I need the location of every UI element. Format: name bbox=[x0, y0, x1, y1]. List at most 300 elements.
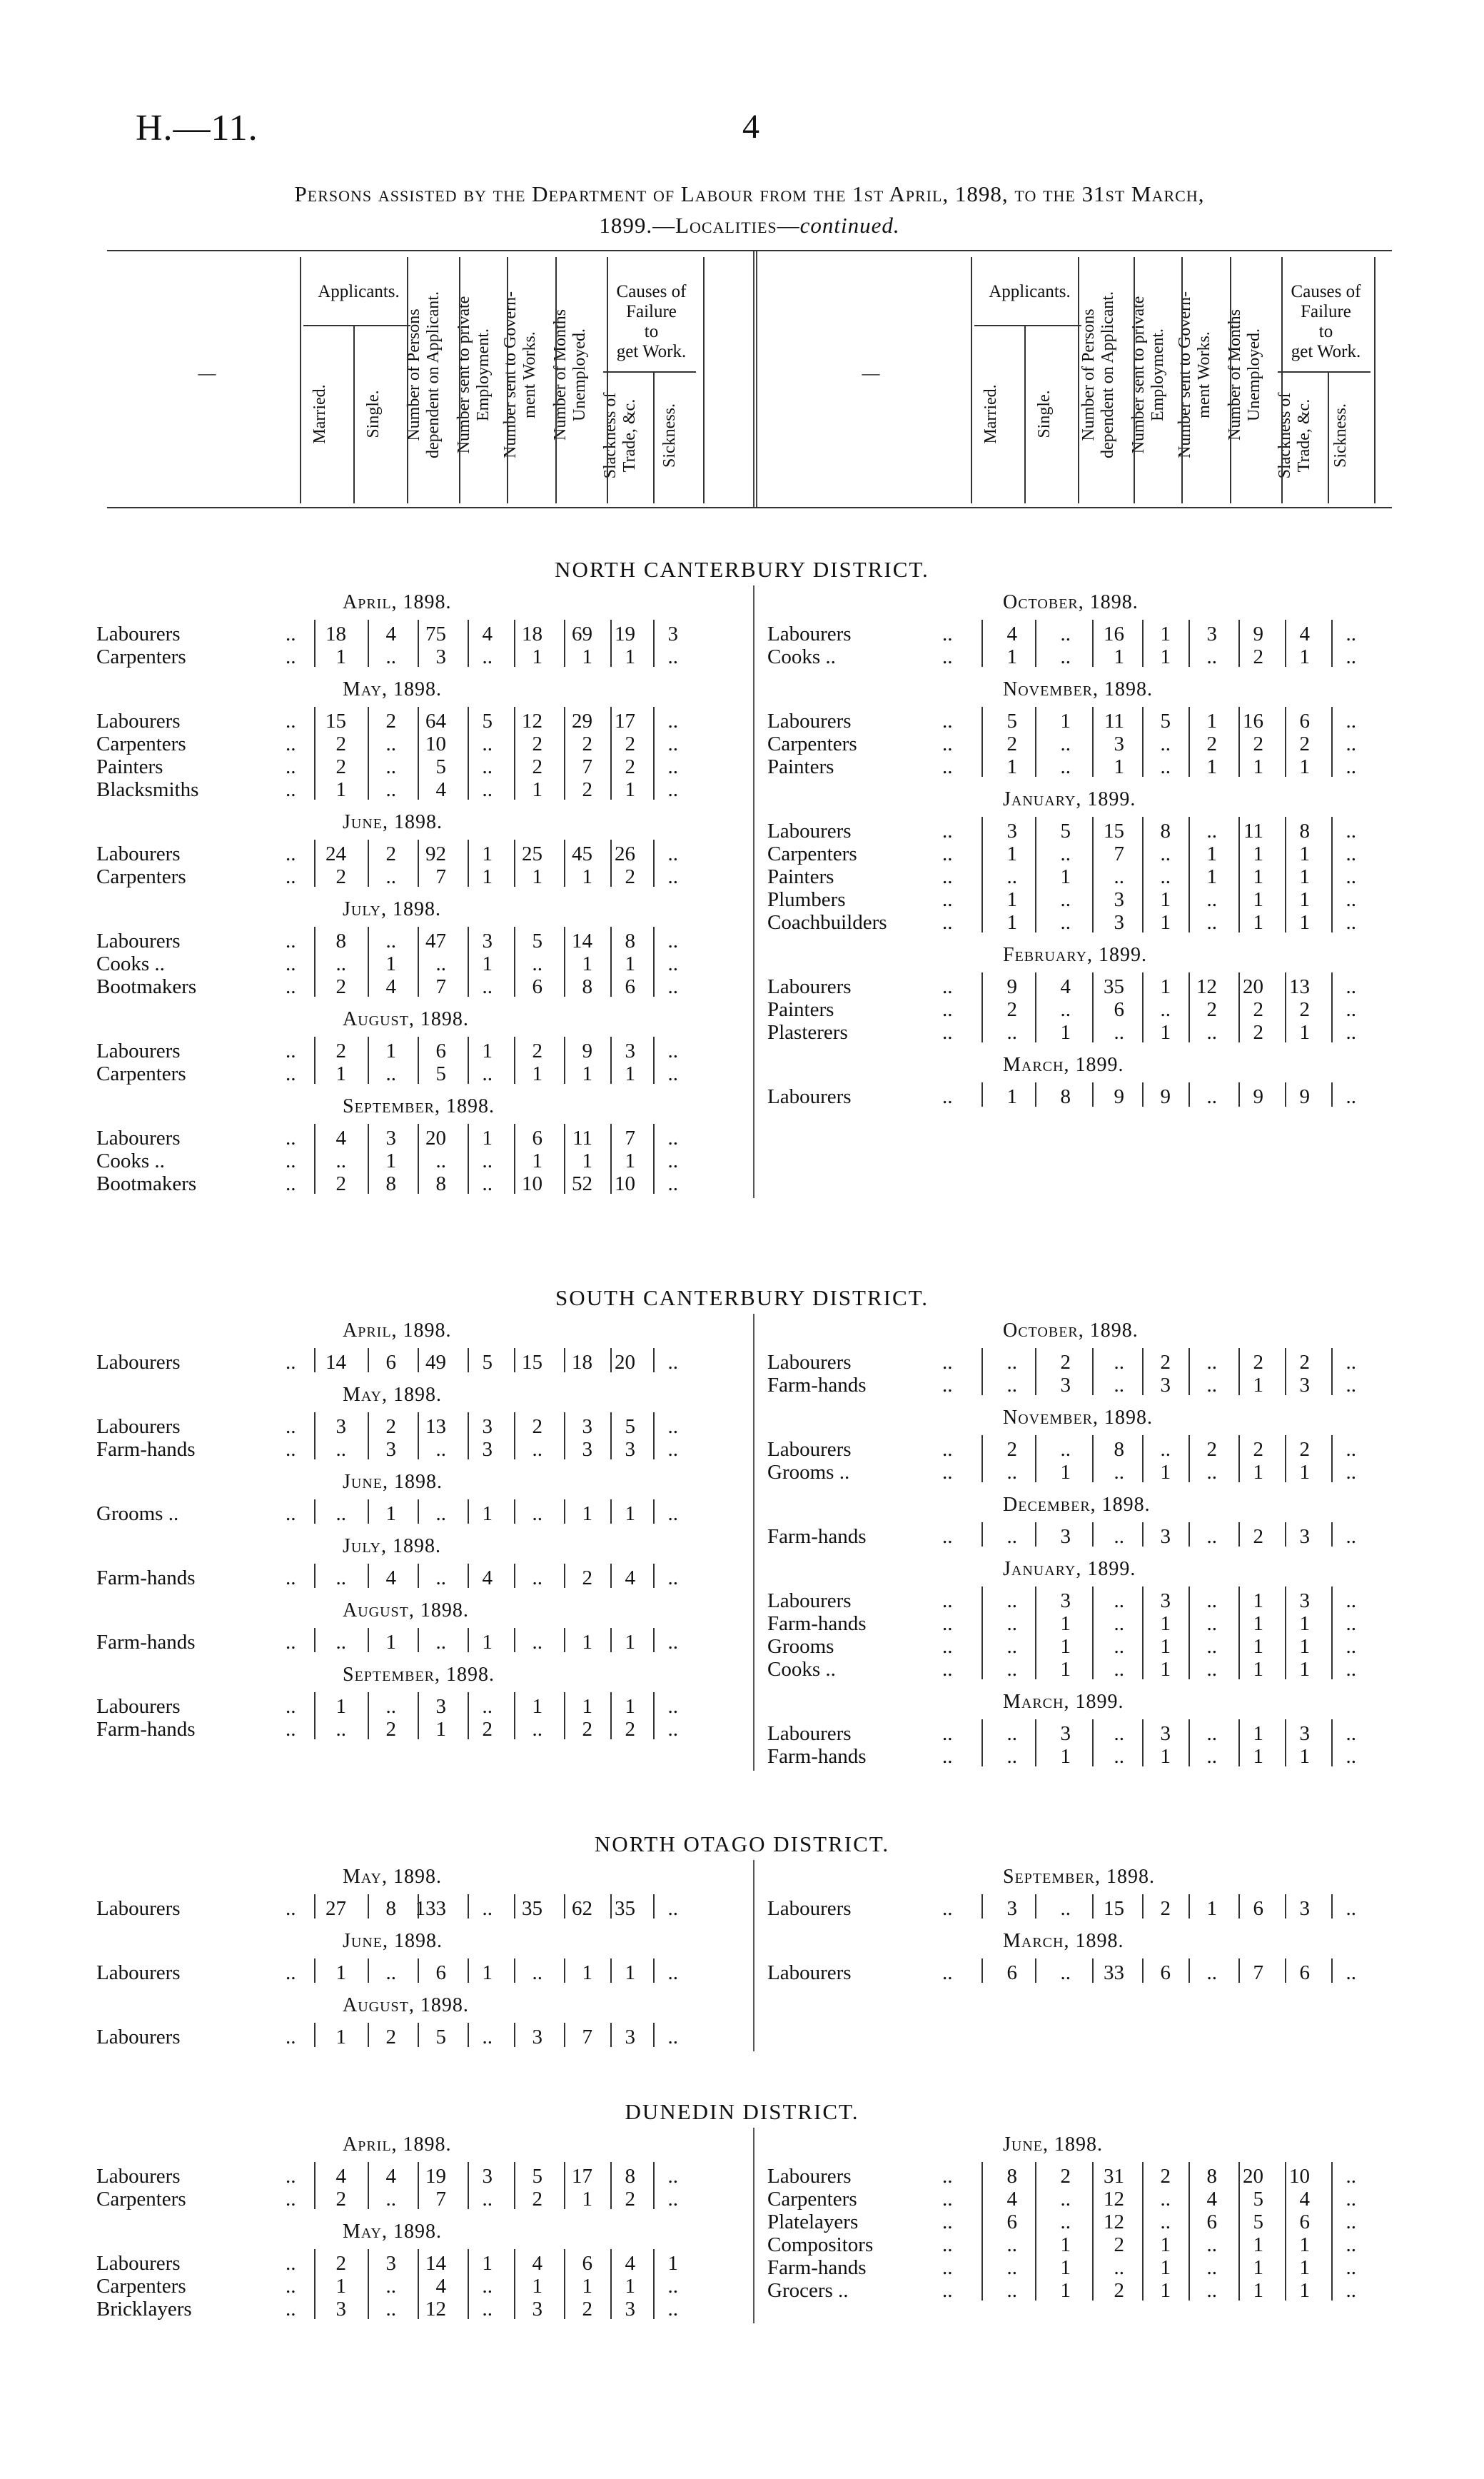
slackness-header-line: Trade, &c. bbox=[1295, 398, 1313, 473]
table-cell: 15 bbox=[1104, 820, 1124, 843]
cell-rule bbox=[1188, 863, 1190, 887]
row-label: Cooks .. bbox=[96, 952, 165, 975]
table-row bbox=[96, 975, 739, 998]
table-cell: .. bbox=[335, 1631, 346, 1654]
cell-rule bbox=[314, 1147, 316, 1171]
cell-rule bbox=[1142, 1587, 1144, 1611]
table-cell: 1 bbox=[1299, 843, 1310, 865]
table-cell: 1 bbox=[625, 952, 635, 975]
table-row bbox=[767, 2233, 1410, 2256]
government-works-header-line: ment Works. bbox=[520, 331, 539, 418]
table-cell: 2 bbox=[1253, 1351, 1263, 1374]
table-cell: 3 bbox=[1006, 820, 1017, 843]
table-cell: 1 bbox=[482, 952, 493, 975]
cell-rule bbox=[418, 1037, 419, 1061]
table-cell: 1 bbox=[1299, 1745, 1310, 1768]
dependents-header bbox=[405, 257, 443, 493]
cell-rule bbox=[1142, 2276, 1144, 2301]
leader-dots: .. bbox=[942, 911, 953, 934]
cell-rule bbox=[1188, 1082, 1190, 1107]
table-cell: 1 bbox=[532, 1695, 542, 1718]
table-cell: 1 bbox=[1114, 755, 1124, 778]
cell-rule bbox=[1092, 1894, 1094, 1919]
dependents-header-line: dependent on Applicant. bbox=[1099, 291, 1117, 458]
table-row bbox=[767, 1589, 1410, 1612]
single-header-line: Single. bbox=[364, 390, 383, 438]
table-cell: .. bbox=[1346, 1612, 1356, 1635]
table-cell: 4 bbox=[532, 2252, 542, 2275]
cell-rule bbox=[653, 2162, 655, 2186]
cell-rule bbox=[1188, 908, 1190, 932]
cell-rule bbox=[981, 730, 983, 754]
cell-rule bbox=[564, 2162, 565, 2186]
table-cell: .. bbox=[1206, 1589, 1217, 1612]
table-cell: 8 bbox=[435, 1172, 446, 1195]
table-cell: 1 bbox=[625, 1062, 635, 1085]
cell-rule bbox=[1142, 995, 1144, 1020]
cell-rule bbox=[653, 1715, 655, 1739]
cell-rule bbox=[1035, 995, 1036, 1020]
table-cell: 3 bbox=[1299, 1589, 1310, 1612]
row-label: Farm-hands bbox=[767, 1374, 867, 1397]
cell-rule bbox=[368, 1412, 369, 1437]
cell-rule bbox=[418, 643, 419, 667]
cell-rule bbox=[564, 1894, 565, 1919]
cell-rule bbox=[564, 950, 565, 974]
month-heading: June, 1898. bbox=[343, 1471, 443, 1493]
table-row bbox=[767, 865, 1410, 888]
row-label: Plasterers bbox=[767, 1021, 848, 1044]
half-separator bbox=[753, 1314, 754, 1771]
table-cell: 1 bbox=[1160, 1021, 1171, 1044]
table-cell: .. bbox=[1114, 1351, 1124, 1374]
cell-rule bbox=[981, 1082, 983, 1107]
table-cell: 64 bbox=[425, 710, 446, 733]
table-cell: 1 bbox=[625, 1631, 635, 1654]
cell-rule bbox=[368, 707, 369, 731]
cell-rule bbox=[418, 730, 419, 754]
table-cell: 3 bbox=[582, 1415, 592, 1438]
months-unemployed-header bbox=[551, 257, 590, 493]
table-cell: 1 bbox=[1160, 2279, 1171, 2302]
leader-dots: .. bbox=[942, 1635, 953, 1658]
cell-rule bbox=[1238, 817, 1240, 841]
leader-dots: .. bbox=[942, 623, 953, 645]
cell-rule bbox=[1238, 1348, 1240, 1372]
table-cell: .. bbox=[482, 975, 493, 998]
row-label: Labourers bbox=[96, 1127, 181, 1150]
leader-dots: .. bbox=[286, 975, 296, 998]
table-cell: .. bbox=[1206, 888, 1217, 911]
table-cell: 6 bbox=[532, 1127, 542, 1150]
table-cell: 6 bbox=[1160, 1961, 1171, 1984]
table-cell: 3 bbox=[1006, 1897, 1017, 1920]
cell-rule bbox=[610, 1958, 612, 1983]
cell-rule bbox=[514, 775, 515, 800]
cell-rule bbox=[418, 1715, 419, 1739]
table-cell: 45 bbox=[572, 843, 592, 865]
row-label: Grooms .. bbox=[96, 1502, 179, 1525]
table-cell: 2 bbox=[1006, 1438, 1017, 1461]
table-cell: 3 bbox=[1160, 1525, 1171, 1548]
table-cell: 5 bbox=[1060, 820, 1071, 843]
cell-rule bbox=[1188, 1894, 1190, 1919]
table-cell: .. bbox=[667, 710, 678, 733]
cell-rule bbox=[1331, 1719, 1333, 1744]
cell-rule bbox=[1142, 620, 1144, 644]
cell-rule bbox=[564, 2023, 565, 2047]
cell-rule bbox=[1035, 1018, 1036, 1042]
cell-rule bbox=[418, 775, 419, 800]
month-heading: September, 1898. bbox=[343, 1664, 495, 1686]
table-cell: .. bbox=[1206, 1658, 1217, 1681]
table-cell: 1 bbox=[1006, 843, 1017, 865]
cell-rule bbox=[981, 753, 983, 777]
cell-rule bbox=[418, 863, 419, 887]
table-row bbox=[96, 2026, 739, 2048]
cell-rule bbox=[1238, 1018, 1240, 1042]
cell-rule bbox=[564, 2272, 565, 2296]
table-cell: .. bbox=[667, 755, 678, 778]
cell-rule bbox=[1142, 730, 1144, 754]
table-cell: 11 bbox=[572, 1127, 592, 1150]
table-cell: .. bbox=[667, 1718, 678, 1741]
table-cell: 2 bbox=[1160, 1351, 1171, 1374]
table-row bbox=[96, 1172, 739, 1195]
cell-rule bbox=[1142, 753, 1144, 777]
table-cell: 9 bbox=[1160, 1085, 1171, 1108]
table-row bbox=[96, 1502, 739, 1525]
table-row bbox=[767, 1525, 1410, 1548]
cell-rule bbox=[368, 1499, 369, 1524]
cell-rule bbox=[418, 753, 419, 777]
table-row bbox=[767, 1658, 1410, 1681]
header-bottom-rule bbox=[107, 507, 1392, 508]
table-cell: .. bbox=[1346, 1085, 1356, 1108]
cell-rule bbox=[1035, 730, 1036, 754]
cell-rule bbox=[1285, 2276, 1286, 2301]
table-cell: 8 bbox=[625, 930, 635, 952]
table-cell: 1 bbox=[1160, 2233, 1171, 2256]
table-cell: 15 bbox=[1104, 1897, 1124, 1920]
leader-dots: .. bbox=[942, 1897, 953, 1920]
cell-rule bbox=[1285, 817, 1286, 841]
table-cell: .. bbox=[1206, 820, 1217, 843]
table-cell: 1 bbox=[1160, 975, 1171, 998]
cell-rule bbox=[653, 950, 655, 974]
table-cell: 1 bbox=[1299, 2233, 1310, 2256]
cell-rule bbox=[981, 1742, 983, 1766]
table-cell: .. bbox=[385, 778, 396, 801]
leader-dots: .. bbox=[286, 1150, 296, 1172]
cell-rule bbox=[1331, 2231, 1333, 2255]
table-cell: 5 bbox=[435, 755, 446, 778]
table-cell: .. bbox=[1006, 865, 1017, 888]
cell-rule bbox=[1188, 1458, 1190, 1482]
table-cell: 47 bbox=[425, 930, 446, 952]
cell-rule bbox=[418, 1692, 419, 1716]
half-separator bbox=[753, 2128, 754, 2323]
table-cell: 1 bbox=[1160, 1635, 1171, 1658]
cell-rule bbox=[981, 1348, 983, 1372]
single-header bbox=[1035, 336, 1054, 493]
row-label: Labourers bbox=[767, 623, 852, 645]
cell-rule bbox=[514, 620, 515, 644]
cell-rule bbox=[610, 1564, 612, 1588]
table-cell: 1 bbox=[625, 1150, 635, 1172]
cell-rule bbox=[1331, 1371, 1333, 1395]
table-cell: .. bbox=[1114, 1021, 1124, 1044]
leader-dots: .. bbox=[942, 1612, 953, 1635]
table-cell: 2 bbox=[1206, 998, 1217, 1021]
cell-rule bbox=[1285, 908, 1286, 932]
leader-dots: .. bbox=[286, 2298, 296, 2320]
cell-rule bbox=[314, 2272, 316, 2296]
cell-rule bbox=[1238, 972, 1240, 997]
cell-rule bbox=[1035, 840, 1036, 864]
row-label: Farm-hands bbox=[96, 1567, 196, 1589]
table-cell: .. bbox=[335, 1567, 346, 1589]
leader-dots: .. bbox=[286, 2026, 296, 2048]
cell-rule bbox=[368, 2185, 369, 2209]
month-heading: May, 1898. bbox=[343, 1384, 442, 1406]
table-cell: .. bbox=[667, 1695, 678, 1718]
government-works-header-line: Number sent to Govern- bbox=[501, 291, 520, 458]
cell-rule bbox=[564, 1435, 565, 1459]
page-number: 4 bbox=[742, 108, 759, 146]
cell-rule bbox=[1035, 753, 1036, 777]
cell-rule bbox=[564, 2185, 565, 2209]
table-cell: .. bbox=[1006, 1021, 1017, 1044]
month-heading: December, 1898. bbox=[1003, 1494, 1151, 1516]
cell-rule bbox=[468, 1628, 469, 1652]
cell-rule bbox=[564, 1499, 565, 1524]
table-cell: .. bbox=[1206, 911, 1217, 934]
table-cell: .. bbox=[667, 1631, 678, 1654]
row-label: Labourers bbox=[96, 843, 181, 865]
table-cell: .. bbox=[667, 1172, 678, 1195]
causes-header-line: Causes of bbox=[616, 282, 687, 301]
table-cell: 6 bbox=[1299, 710, 1310, 733]
cell-rule bbox=[564, 1692, 565, 1716]
row-label: Labourers bbox=[96, 1961, 181, 1984]
table-row bbox=[767, 623, 1410, 645]
table-cell: 1 bbox=[335, 645, 346, 668]
document-reference: H.—11. bbox=[136, 108, 258, 149]
cell-rule bbox=[1285, 753, 1286, 777]
cell-rule bbox=[1092, 885, 1094, 910]
cell-rule bbox=[564, 1348, 565, 1372]
cell-rule bbox=[1238, 1958, 1240, 1983]
cell-rule bbox=[981, 1958, 983, 1983]
cell-rule bbox=[514, 1435, 515, 1459]
table-cell: 4 bbox=[1060, 975, 1071, 998]
cell-rule bbox=[1142, 840, 1144, 864]
cell-rule bbox=[368, 1348, 369, 1372]
table-cell: .. bbox=[385, 2275, 396, 2298]
cell-rule bbox=[1238, 1458, 1240, 1482]
table-cell: .. bbox=[1060, 888, 1071, 911]
table-cell: 4 bbox=[435, 778, 446, 801]
cell-rule bbox=[1331, 2253, 1333, 2278]
cell-rule bbox=[1035, 972, 1036, 997]
cell-rule bbox=[1142, 817, 1144, 841]
leader-dots: .. bbox=[942, 1589, 953, 1612]
table-cell: .. bbox=[1160, 755, 1171, 778]
cell-rule bbox=[653, 840, 655, 864]
table-cell: 1 bbox=[1060, 1658, 1071, 1681]
cell-rule bbox=[468, 1060, 469, 1084]
cell-rule bbox=[653, 2272, 655, 2296]
row-label: Carpenters bbox=[96, 733, 186, 755]
cell-rule bbox=[1035, 2276, 1036, 2301]
cell-rule bbox=[1092, 972, 1094, 997]
cell-rule bbox=[1188, 1018, 1190, 1042]
cell-rule bbox=[1142, 1655, 1144, 1679]
cell-rule bbox=[314, 1564, 316, 1588]
table-cell: 2 bbox=[582, 1718, 592, 1741]
cell-rule bbox=[1092, 2253, 1094, 2278]
table-cell: 3 bbox=[482, 930, 493, 952]
table-cell: 2 bbox=[1060, 1351, 1071, 1374]
cell-rule bbox=[1331, 1522, 1333, 1547]
table-cell: .. bbox=[532, 1438, 542, 1461]
cell-rule bbox=[981, 995, 983, 1020]
table-cell: 1 bbox=[582, 865, 592, 888]
single-header-line: Single. bbox=[1035, 390, 1054, 438]
table-row bbox=[767, 820, 1410, 843]
cell-rule bbox=[564, 927, 565, 951]
table-cell: .. bbox=[1346, 1351, 1356, 1374]
table-cell: 3 bbox=[625, 2026, 635, 2048]
table-cell: 25 bbox=[522, 843, 542, 865]
table-cell: .. bbox=[482, 1695, 493, 1718]
row-label: Cooks .. bbox=[96, 1150, 165, 1172]
cell-rule bbox=[314, 950, 316, 974]
cell-rule bbox=[1285, 972, 1286, 997]
table-row bbox=[767, 1961, 1410, 1984]
cell-rule bbox=[564, 2249, 565, 2273]
table-cell: .. bbox=[667, 975, 678, 998]
cell-rule bbox=[1285, 1348, 1286, 1372]
month-heading: April, 1898. bbox=[343, 2133, 452, 2156]
month-heading: September, 1898. bbox=[1003, 1866, 1156, 1888]
table-cell: .. bbox=[667, 2275, 678, 2298]
cell-rule bbox=[981, 1371, 983, 1395]
table-cell: .. bbox=[1114, 1722, 1124, 1745]
cell-rule bbox=[418, 2185, 419, 2209]
table-cell: .. bbox=[1346, 1897, 1356, 1920]
table-cell: .. bbox=[482, 2026, 493, 2048]
sickness-header-line: Sickness. bbox=[660, 403, 679, 468]
table-cell: 1 bbox=[1253, 2233, 1263, 2256]
table-cell: .. bbox=[1006, 1589, 1017, 1612]
private-employment-header bbox=[1129, 257, 1168, 493]
table-cell: 4 bbox=[625, 2252, 635, 2275]
leader-dots: .. bbox=[286, 2165, 296, 2188]
table-cell: .. bbox=[335, 1438, 346, 1461]
cell-rule bbox=[1285, 1458, 1286, 1482]
table-cell: 1 bbox=[1299, 2256, 1310, 2279]
table-cell: .. bbox=[1060, 2211, 1071, 2233]
table-cell: .. bbox=[667, 1351, 678, 1374]
table-cell: 1 bbox=[1160, 1658, 1171, 1681]
table-cell: 2 bbox=[1253, 645, 1263, 668]
table-cell: .. bbox=[667, 865, 678, 888]
table-cell: .. bbox=[1060, 733, 1071, 755]
table-cell: 1 bbox=[1006, 755, 1017, 778]
table-cell: 2 bbox=[625, 733, 635, 755]
cell-rule bbox=[610, 1124, 612, 1148]
row-label: Carpenters bbox=[767, 2188, 857, 2211]
table-cell: 2 bbox=[335, 975, 346, 998]
cell-rule bbox=[1285, 1587, 1286, 1611]
cell-rule bbox=[1285, 1632, 1286, 1656]
cell-rule bbox=[981, 2231, 983, 2255]
table-cell: 6 bbox=[1299, 1961, 1310, 1984]
table-row bbox=[767, 1085, 1410, 1108]
table-cell: 1 bbox=[1060, 710, 1071, 733]
table-cell: 3 bbox=[667, 623, 678, 645]
month-heading: July, 1898. bbox=[343, 898, 441, 920]
table-cell: 1 bbox=[1253, 2279, 1263, 2302]
cell-rule bbox=[368, 1958, 369, 1983]
table-cell: .. bbox=[1346, 733, 1356, 755]
cell-rule bbox=[514, 1958, 515, 1983]
table-cell: 1 bbox=[482, 1502, 493, 1525]
table-row bbox=[767, 843, 1410, 865]
cell-rule bbox=[314, 643, 316, 667]
cell-rule bbox=[368, 2249, 369, 2273]
cell-rule bbox=[514, 1894, 515, 1919]
table-cell: 1 bbox=[482, 1040, 493, 1062]
table-cell: 1 bbox=[1253, 2256, 1263, 2279]
cell-rule bbox=[610, 1628, 612, 1652]
cell-rule bbox=[1285, 2208, 1286, 2232]
table-cell: 7 bbox=[625, 1127, 635, 1150]
table-cell: 14 bbox=[425, 2252, 446, 2275]
cell-rule bbox=[1285, 1742, 1286, 1766]
table-cell: 3 bbox=[482, 1438, 493, 1461]
table-cell: 7 bbox=[435, 2188, 446, 2211]
table-cell: .. bbox=[1114, 1635, 1124, 1658]
cell-rule bbox=[1142, 1742, 1144, 1766]
cell-rule bbox=[368, 1715, 369, 1739]
table-cell: .. bbox=[667, 1040, 678, 1062]
cell-rule bbox=[368, 643, 369, 667]
leader-dots: .. bbox=[286, 710, 296, 733]
cell-rule bbox=[418, 2295, 419, 2319]
cell-rule bbox=[610, 1435, 612, 1459]
cell-rule bbox=[1035, 1371, 1036, 1395]
month-heading: August, 1898. bbox=[343, 1599, 469, 1621]
month-heading: April, 1898. bbox=[343, 1319, 452, 1342]
table-cell: 6 bbox=[385, 1351, 396, 1374]
table-cell: .. bbox=[1206, 1722, 1217, 1745]
table-cell: 8 bbox=[1299, 820, 1310, 843]
cell-rule bbox=[981, 1632, 983, 1656]
table-cell: 8 bbox=[1206, 2165, 1217, 2188]
table-cell: .. bbox=[1006, 2279, 1017, 2302]
leader-dots: .. bbox=[286, 1438, 296, 1461]
table-cell: .. bbox=[435, 1631, 446, 1654]
applicants-header: Applicants. bbox=[318, 282, 400, 301]
half-separator bbox=[753, 1860, 754, 2051]
cell-rule bbox=[1092, 1082, 1094, 1107]
cell-rule bbox=[1188, 840, 1190, 864]
cell-rule bbox=[1092, 707, 1094, 731]
cell-rule bbox=[468, 1170, 469, 1194]
